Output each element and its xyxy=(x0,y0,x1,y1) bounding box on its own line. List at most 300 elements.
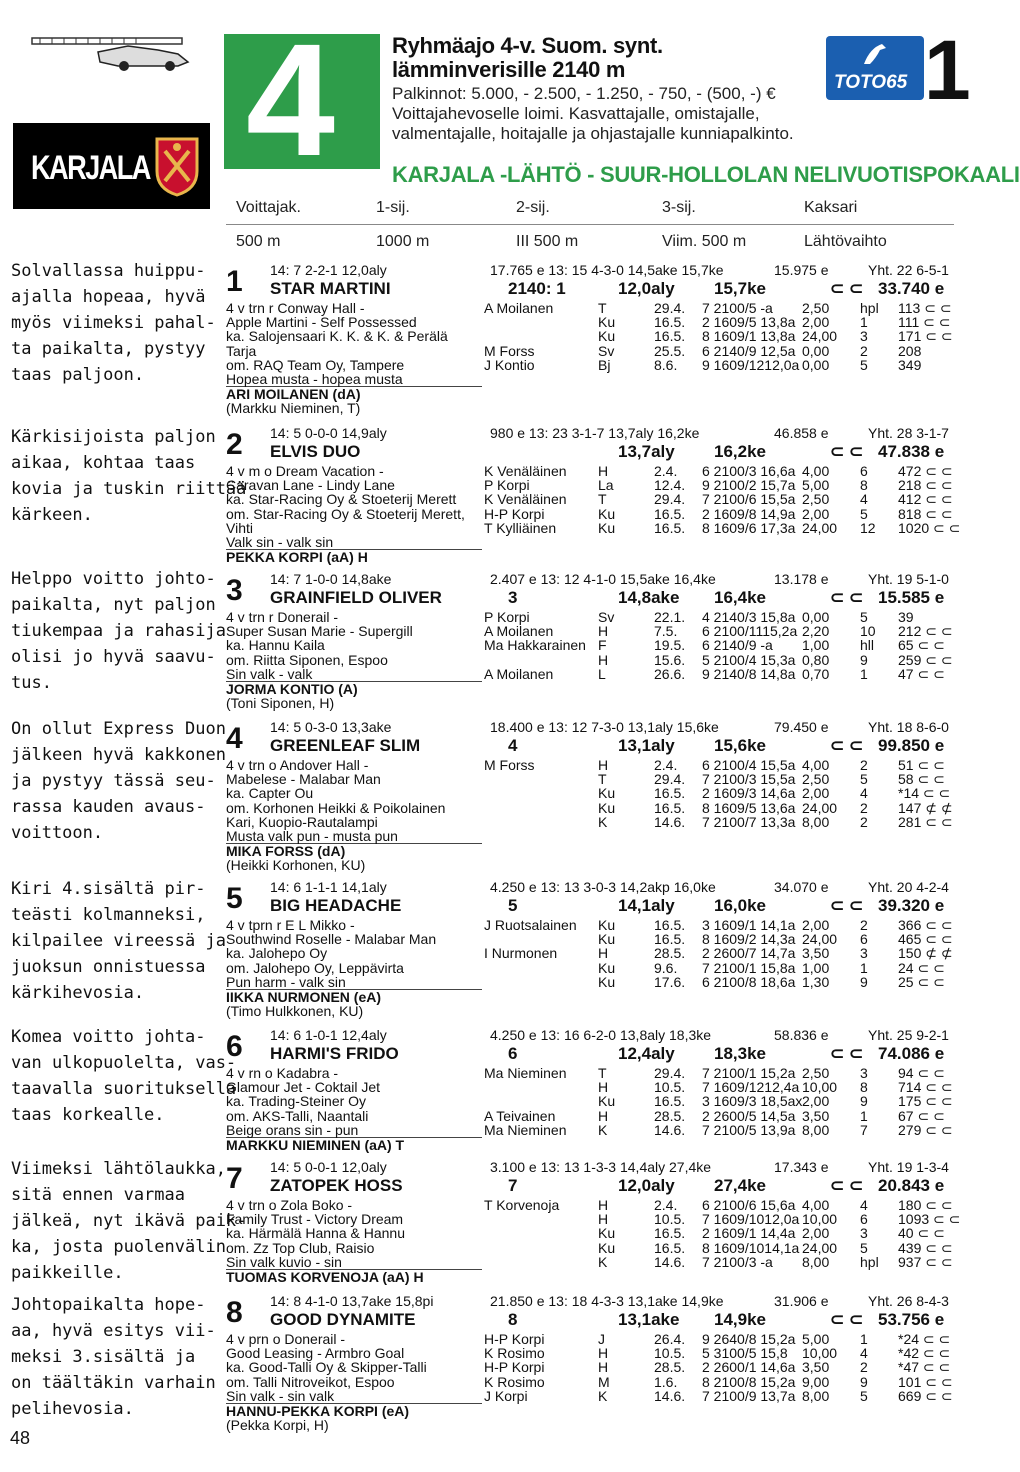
start-cell: 2,50 xyxy=(802,771,830,788)
start-cell: 14.6. xyxy=(654,1253,686,1270)
note-5: Kiri 4.sisältä pir- teästi kolmanneksi, kilpailee vireessä ja juoksun onnistuessa kärkihevosia. xyxy=(11,879,226,1003)
start-row xyxy=(484,1389,956,1403)
start-row xyxy=(484,815,956,829)
start-row xyxy=(484,667,956,681)
note-8: Johtopaikalta hope- aa, hyvä esitys vii- meksi 3.sisältä ja on täältäkin varhain pelihevosia. xyxy=(11,1295,216,1419)
horse-money: 99.850 e xyxy=(878,736,945,755)
horse-record-2: 16,4ke xyxy=(714,588,766,607)
start-cell: 2 xyxy=(860,757,868,773)
horse-number: 3 xyxy=(226,574,243,607)
start-cell: Ku xyxy=(598,785,616,802)
horse-info-line: om. AKS-Talli, Naantali xyxy=(226,1107,369,1124)
horse-info-line: Southwind Roselle - Malabar Man xyxy=(226,931,437,948)
start-cell: 8,00 xyxy=(802,813,830,830)
horse-info-line: 4 v tprn r E L Mikko - xyxy=(226,917,355,933)
horse-record-2: 14,9ke xyxy=(714,1310,766,1329)
start-cell: 14.6. xyxy=(654,1121,686,1138)
start-row xyxy=(484,772,956,786)
horse-money: 53.756 e xyxy=(878,1310,945,1329)
start-cell: Ku xyxy=(598,973,616,990)
start-cell: P Korpi xyxy=(484,609,530,625)
horse-info-line: ka. Jalohepo Oy xyxy=(226,945,328,962)
start-cell: T xyxy=(598,1065,607,1081)
start-cell: 1020 ⊂ ⊂ xyxy=(898,519,961,536)
split-last500: Viim. 500 m xyxy=(662,233,747,250)
start-row xyxy=(484,946,956,960)
horse-info-line: 4 v m o Dream Vacation - xyxy=(226,463,384,479)
horse-record-1: 13,1ake xyxy=(618,1310,680,1329)
horse-money: 39.320 e xyxy=(878,896,945,915)
start-cell: 8,00 xyxy=(802,1387,830,1404)
race-title-line2: lämminverisille 2140 m xyxy=(392,57,626,82)
shoe-icons: ⊂ ⊂ xyxy=(830,279,864,298)
start-cell: 16.5. xyxy=(654,314,686,331)
horse-record-1: 13,7aly xyxy=(618,442,675,461)
start-cell: 2 xyxy=(860,799,868,816)
start-cell: Ku xyxy=(598,799,616,816)
start-cell: 5 3100/5 15,8 xyxy=(702,1345,788,1362)
start-cell: 67 ⊂ ⊂ xyxy=(898,1107,945,1124)
start-cell: 2 xyxy=(860,813,868,830)
horse-earnings-prev: 79.450 e xyxy=(774,719,829,735)
start-cell: K xyxy=(598,1121,608,1138)
start-cell: 12.4. xyxy=(654,477,686,494)
start-cell: 8 1609/2 14,3a xyxy=(702,931,796,948)
start-cell: 147 ⊄ ⊄ xyxy=(898,799,953,816)
start-cell: K Rosimo xyxy=(484,1373,545,1390)
horse-earnings: 18.400 e 13: 12 7-3-0 13,1aly 15,6ke xyxy=(490,719,719,735)
horse-record-2: 15,6ke xyxy=(714,736,766,755)
horse-entry-8 xyxy=(226,1294,956,1454)
start-cell: 8,00 xyxy=(802,1253,830,1270)
horse-info-line: Family Trust - Victory Dream xyxy=(226,1211,404,1228)
start-row xyxy=(484,1360,956,1374)
horse-info-line: 4 v trn r Donerail - xyxy=(226,609,339,625)
start-cell: 29.4. xyxy=(654,491,686,508)
horse-info-line: ka. Härmälä Hanna & Hannu xyxy=(226,1225,405,1242)
start-cell: 1093 ⊂ ⊂ xyxy=(898,1211,961,1228)
start-cell: 4 2140/3 15,8a xyxy=(702,609,796,625)
start-cell: 5 xyxy=(860,356,868,373)
start-cell: 9 xyxy=(860,1373,868,1390)
start-cell: Ku xyxy=(598,959,616,976)
start-cell: 218 ⊂ ⊂ xyxy=(898,477,953,494)
start-cell: L xyxy=(598,665,606,682)
start-cell: 14.6. xyxy=(654,813,686,830)
race-title-line1: Ryhmäajo 4-v. Suom. synt. xyxy=(392,33,663,58)
horse-record-1: 14,1aly xyxy=(618,896,675,915)
horse-info-line: ka. Trading-Steiner Oy xyxy=(226,1093,367,1110)
start-cell: 9 1609/1212,0a xyxy=(702,356,800,373)
start-cell: 16.5. xyxy=(654,785,686,802)
horse-name[interactable]: HARMI'S FRIDO xyxy=(270,1044,399,1063)
start-cell: H xyxy=(598,1345,609,1362)
start-cell: Sv xyxy=(598,342,615,359)
start-cell: 472 ⊂ ⊂ xyxy=(898,463,953,479)
start-row xyxy=(484,478,956,492)
start-cell: 5 xyxy=(860,1387,868,1404)
start-cell: 8 1609/1014,1a xyxy=(702,1239,800,1256)
horse-earnings-prev: 58.836 e xyxy=(774,1027,829,1043)
start-cell: 24 ⊂ ⊂ xyxy=(898,959,945,976)
start-row xyxy=(484,464,956,478)
start-cell: 65 ⊂ ⊂ xyxy=(898,637,945,654)
horse-earnings: 980 e 13: 23 3-1-7 13,7aly 16,2ke xyxy=(490,425,700,441)
start-cell: hpl xyxy=(860,300,879,316)
horse-info xyxy=(226,610,482,710)
start-cell: 6 2100/8 18,6a xyxy=(702,973,796,990)
start-cell: 58 ⊂ ⊂ xyxy=(898,771,945,788)
karjala-logo xyxy=(13,123,210,209)
start-cell: 16.5. xyxy=(654,799,686,816)
horse-number: 7 xyxy=(226,1162,243,1195)
start-cell: 0,00 xyxy=(802,356,830,373)
horse-info xyxy=(226,464,482,564)
start-row xyxy=(484,1255,956,1269)
start-row xyxy=(484,975,956,989)
start-cell: 6 2140/9 12,5a xyxy=(702,342,796,359)
start-cell: 8 1609/5 13,6a xyxy=(702,799,796,816)
start-cell: 2,50 xyxy=(802,300,830,316)
start-cell: 818 ⊂ ⊂ xyxy=(898,505,953,522)
start-cell: 24,00 xyxy=(802,328,838,345)
start-cell: 10.5. xyxy=(654,1345,686,1362)
start-cell: K Rosimo xyxy=(484,1345,545,1362)
start-cell: 2 xyxy=(860,917,868,933)
start-cell: 111 ⊂ ⊂ xyxy=(898,314,951,331)
start-row xyxy=(484,507,956,521)
start-row xyxy=(484,918,956,932)
start-cell: 2,00 xyxy=(802,1225,830,1242)
start-row xyxy=(484,961,956,975)
race-info xyxy=(392,84,794,144)
horse-earnings-prev: 46.858 e xyxy=(774,425,829,441)
horse-info-line: om. Talli Nitroveikot, Espoo xyxy=(226,1373,395,1390)
horse-info-line: om. Star-Racing Oy & Stoeterij Merett, xyxy=(226,505,465,522)
start-cell: 3 xyxy=(860,328,868,345)
start-cell: 28.5. xyxy=(654,1359,686,1376)
race-number: 4 xyxy=(246,10,335,189)
start-cell: 10.5. xyxy=(654,1079,686,1096)
start-row xyxy=(484,1332,956,1346)
start-cell: 16.5. xyxy=(654,917,686,933)
horse-record-1: 13,1aly xyxy=(618,736,675,755)
horse-stats: 14: 6 1-1-1 14,1aly xyxy=(270,879,387,895)
betting-table xyxy=(226,192,954,256)
start-cell: H xyxy=(598,463,609,479)
horse-distance-record: 5 xyxy=(508,896,518,915)
start-cell: 2,00 xyxy=(802,917,830,933)
horse-stats: 14: 7 2-2-1 12,0aly xyxy=(270,262,387,278)
start-cell: A Moilanen xyxy=(484,300,554,316)
horse-starts xyxy=(484,1197,961,1270)
start-cell: 26.4. xyxy=(654,1331,686,1347)
horse-info-line: 4 v trn o Andover Hall - xyxy=(226,757,369,773)
start-row xyxy=(484,1346,956,1360)
race-info-line2: valmentajalle, hoitajalle ja ohjastajalle kunniapalkinto. xyxy=(392,124,794,143)
horse-money: 20.843 e xyxy=(878,1176,945,1195)
start-cell: 15.6. xyxy=(654,651,686,668)
horse-info-line: Sin valk - valk xyxy=(226,665,313,682)
start-row xyxy=(484,1094,956,1108)
horse-distance-record: 6 xyxy=(508,1044,518,1063)
start-cell: 8 1609/6 17,3a xyxy=(702,519,796,536)
horse-number: 2 xyxy=(226,428,243,461)
note-2: Kärkisijoista paljon aikaa, kohtaa taas kovia ja tuskin riittää kärkeen. xyxy=(11,427,247,525)
start-cell: 7 xyxy=(860,1121,868,1138)
start-cell: 14.6. xyxy=(654,1387,686,1404)
horse-info-line: Sin valk kuvio - sin xyxy=(226,1253,342,1270)
race-prizes: Palkinnot: 5.000, - 2.500, - 1.250, - 750, - (500, -) € xyxy=(392,84,776,103)
start-cell: 366 ⊂ ⊂ xyxy=(898,917,953,933)
start-cell: H xyxy=(598,1359,609,1376)
start-cell: 8 1609/1 13,8a xyxy=(702,328,796,345)
start-cell: 1 xyxy=(860,959,868,976)
horse-info-line: om. RAQ Team Oy, Tampere xyxy=(226,356,405,373)
start-cell: 412 ⊂ ⊂ xyxy=(898,491,953,508)
start-cell: *47 ⊂ ⊂ xyxy=(898,1359,951,1376)
horse-name[interactable]: ZATOPEK HOSS xyxy=(270,1176,403,1195)
shoe-icons: ⊂ ⊂ xyxy=(830,1310,864,1329)
start-cell: H xyxy=(598,1079,609,1096)
horse-stats: 14: 6 1-0-1 12,4aly xyxy=(270,1027,387,1043)
horse-distance-record: 4 xyxy=(508,736,518,755)
driver-name: IIKKA NURMONEN (eA) xyxy=(226,989,482,1004)
trainer-name: (Timo Hulkkonen, KU) xyxy=(226,1003,364,1020)
start-cell: I Nurmonen xyxy=(484,945,558,962)
start-cell: 22.1. xyxy=(654,609,686,625)
start-cell: H xyxy=(598,1197,609,1213)
start-row xyxy=(484,358,956,372)
start-cell: 10,00 xyxy=(802,1079,838,1096)
start-cell: 465 ⊂ ⊂ xyxy=(898,931,953,948)
start-row xyxy=(484,932,956,946)
start-cell: 2 xyxy=(860,342,868,359)
start-cell: 1 xyxy=(860,665,868,682)
start-cell: 25.5. xyxy=(654,342,686,359)
horse-earnings: 2.407 e 13: 12 4-1-0 15,5ake 16,4ke xyxy=(490,571,716,587)
horse-name[interactable]: BIG HEADACHE xyxy=(270,896,402,915)
horse-record-1: 14,8ake xyxy=(618,588,680,607)
start-cell: 9 2100/2 15,7a xyxy=(702,477,796,494)
start-cell: 3 1609/3 18,5ax xyxy=(702,1093,803,1110)
start-cell: Ku xyxy=(598,1239,616,1256)
horse-number: 4 xyxy=(226,722,243,755)
start-cell: 2 xyxy=(860,1359,868,1376)
horse-number: 1 xyxy=(226,265,243,298)
driver-name: HANNU-PEKKA KORPI (eA) xyxy=(226,1403,482,1418)
horse-entry-5 xyxy=(226,879,956,1043)
horse-info xyxy=(226,758,482,873)
horse-info-line: Sin valk - sin valk xyxy=(226,1387,335,1404)
start-cell: 26.6. xyxy=(654,665,686,682)
start-cell: 113 ⊂ ⊂ xyxy=(898,300,952,316)
start-cell: 7 2100/1 15,2a xyxy=(702,1065,796,1081)
start-cell: 2,00 xyxy=(802,785,830,802)
start-cell: hpl xyxy=(860,1253,879,1270)
horse-info-line: Mabelese - Malabar Man xyxy=(226,771,381,788)
start-cell: Bj xyxy=(598,356,611,373)
start-cell: 349 xyxy=(898,356,922,373)
bet-type-second: 2-sij. xyxy=(516,199,550,216)
start-cell: 0,80 xyxy=(802,651,830,668)
driver-name: JORMA KONTIO (A) xyxy=(226,681,482,696)
start-cell: 5 xyxy=(860,771,868,788)
start-row xyxy=(484,1109,956,1123)
start-row xyxy=(484,344,956,358)
start-cell: 281 ⊂ ⊂ xyxy=(898,813,953,830)
horse-name[interactable]: GREENLEAF SLIM xyxy=(270,736,421,755)
start-cell: 6 2100/1115,2a xyxy=(702,623,798,640)
horse-starts xyxy=(484,463,961,536)
start-row xyxy=(484,1241,956,1255)
start-cell: 16.5. xyxy=(654,931,686,948)
start-cell: 28.5. xyxy=(654,1107,686,1124)
shoe-icons: ⊂ ⊂ xyxy=(830,736,864,755)
start-cell: 5 xyxy=(860,609,868,625)
start-row xyxy=(484,329,956,343)
start-cell: 2 1609/3 14,6a xyxy=(702,785,796,802)
horse-entry-2 xyxy=(226,425,961,586)
start-cell: 7 1609/1012,0a xyxy=(702,1211,800,1228)
start-cell: 29.4. xyxy=(654,771,686,788)
start-cell: 4 xyxy=(860,1197,868,1213)
start-cell: 24,00 xyxy=(802,1239,838,1256)
start-cell: 2 2600/1 14,6a xyxy=(702,1359,796,1376)
start-cell: 28.5. xyxy=(654,945,686,962)
horse-name[interactable]: ELVIS DUO xyxy=(270,442,361,461)
horse-record-2: 18,3ke xyxy=(714,1044,766,1063)
horse-money: 15.585 e xyxy=(878,588,945,607)
start-cell: H xyxy=(598,1211,609,1228)
start-row xyxy=(484,1080,956,1094)
start-cell: 3,50 xyxy=(802,945,830,962)
split-III500: III 500 m xyxy=(516,233,579,250)
start-cell: 47 ⊂ ⊂ xyxy=(898,665,945,682)
start-cell: H xyxy=(598,651,609,668)
start-cell: 9,00 xyxy=(802,1373,830,1390)
horse-info-line: ka. Star-Racing Oy & Stoeterij Merett xyxy=(226,491,457,508)
start-row xyxy=(484,1198,956,1212)
start-cell: A Teivainen xyxy=(484,1107,556,1124)
horse-info-line: Glamour Jet - Coktail Jet xyxy=(226,1079,381,1096)
start-cell: 0,70 xyxy=(802,665,830,682)
start-cell: 669 ⊂ ⊂ xyxy=(898,1387,953,1404)
start-cell: *42 ⊂ ⊂ xyxy=(898,1345,951,1362)
horse-info-line: ka. Capter Ou xyxy=(226,785,314,802)
start-cell: 7 2100/6 15,5a xyxy=(702,491,796,508)
race-number-box xyxy=(224,10,380,189)
start-cell: 7.5. xyxy=(654,623,678,640)
start-cell: 3 xyxy=(860,1065,868,1081)
note-3: Helppo voitto johto- paikalta, nyt paljon tiukempaa ja rahasija olisi jo hyvä saavu- tus. xyxy=(11,569,226,693)
horse-total: Yht. 19 1-3-4 xyxy=(868,1159,949,1175)
start-cell: 16.5. xyxy=(654,1093,686,1110)
driver-name: MARKKU NIEMINEN (aA) T xyxy=(226,1137,482,1152)
start-cell: 29.4. xyxy=(654,1065,686,1081)
horse-name[interactable]: GRAINFIELD OLIVER xyxy=(270,588,442,607)
horse-info-line: om. Riitta Siponen, Espoo xyxy=(226,651,388,668)
start-cell: 9 xyxy=(860,651,868,668)
start-cell: Ku xyxy=(598,1093,616,1110)
start-cell: J Ruotsalainen xyxy=(484,917,577,933)
start-cell: J xyxy=(598,1331,605,1347)
horse-info-line: Super Susan Marie - Supergill xyxy=(226,623,413,640)
start-cell: T xyxy=(598,771,607,788)
karjala-logo-text: KARJALA xyxy=(31,149,150,187)
start-cell: J Kontio xyxy=(484,356,535,373)
start-cell: 4,00 xyxy=(802,1197,830,1213)
toto-leg-number: 1 xyxy=(924,23,971,117)
start-cell: 2,00 xyxy=(802,505,830,522)
horse-total: Yht. 26 8-4-3 xyxy=(868,1293,949,1309)
start-cell: 5 xyxy=(860,1239,868,1256)
horse-money: 33.740 e xyxy=(878,279,945,298)
shoe-icons: ⊂ ⊂ xyxy=(830,588,864,607)
start-cell: 7 2100/3 -a xyxy=(702,1253,773,1270)
horse-stats: 14: 5 0-0-0 14,9aly xyxy=(270,425,387,441)
start-cell: 6 xyxy=(860,463,868,479)
start-cell: 2 2600/5 14,5a xyxy=(702,1107,796,1124)
shoe-icons: ⊂ ⊂ xyxy=(830,896,864,915)
horse-entry-3 xyxy=(226,571,956,735)
start-cell: 7 2100/1 15,8a xyxy=(702,959,796,976)
start-cell: 6 2100/3 16,6a xyxy=(702,463,796,479)
start-cell: 5,00 xyxy=(802,1331,830,1347)
horse-name[interactable]: STAR MARTINI xyxy=(270,279,391,298)
note-7: Viimeksi lähtölaukka, sitä ennen varmaa jälkeä, nyt ikävä paik- ka, josta puolenvälin paikkeille. xyxy=(11,1159,247,1283)
horse-name[interactable]: GOOD DYNAMITE xyxy=(270,1310,416,1329)
start-cell: 10 xyxy=(860,623,876,640)
horse-record-2: 15,7ke xyxy=(714,279,766,298)
start-cell: 937 ⊂ ⊂ xyxy=(898,1253,953,1270)
start-cell: 10,00 xyxy=(802,1345,838,1362)
horse-info-line: ka. Good-Talli Oy & Skipper-Talli xyxy=(226,1359,427,1376)
start-cell: 208 xyxy=(898,342,922,359)
start-row xyxy=(484,638,956,652)
horse-number: 5 xyxy=(226,882,243,915)
horse-distance-record: 2140: 1 xyxy=(508,279,566,298)
start-cell: Ma Nieminen xyxy=(484,1065,567,1081)
start-cell: Ku xyxy=(598,917,616,933)
start-cell: 1 xyxy=(860,314,868,331)
horse-record-1: 12,0aly xyxy=(618,1176,675,1195)
driver-name: ARI MOILANEN (dA) xyxy=(226,386,482,401)
horse-earnings-prev: 31.906 e xyxy=(774,1293,829,1309)
horse-info-line: ka. Hannu Kaila xyxy=(226,637,325,654)
horse-distance-record: 7 xyxy=(508,1176,518,1195)
horse-info-line: Musta valk pun - musta pun xyxy=(226,828,398,845)
start-cell: 94 ⊂ ⊂ xyxy=(898,1065,945,1081)
horse-stats: 14: 5 0-0-1 12,0aly xyxy=(270,1159,387,1175)
start-row xyxy=(484,519,961,536)
start-cell: K Venäläinen xyxy=(484,491,567,508)
start-cell: H xyxy=(598,623,609,640)
horse-info-line: Tarja xyxy=(226,342,257,359)
start-cell: 4,00 xyxy=(802,757,830,773)
start-cell: 2,50 xyxy=(802,491,830,508)
start-cell: K xyxy=(598,1387,608,1404)
horse-info-line: Valk sin - valk sin xyxy=(226,534,334,551)
start-cell: 2,00 xyxy=(802,314,830,331)
race-info-line1: Voittajahevoselle loimi. Kasvattajalle, omistajalle, xyxy=(392,104,760,123)
start-cell: 7 2100/5 -a xyxy=(702,300,773,316)
start-cell: 1 xyxy=(860,1107,868,1124)
horse-money: 74.086 e xyxy=(878,1044,945,1063)
start-cell: 9 xyxy=(860,1093,868,1110)
start-cell: 16.5. xyxy=(654,328,686,345)
start-cell: H xyxy=(598,1107,609,1124)
